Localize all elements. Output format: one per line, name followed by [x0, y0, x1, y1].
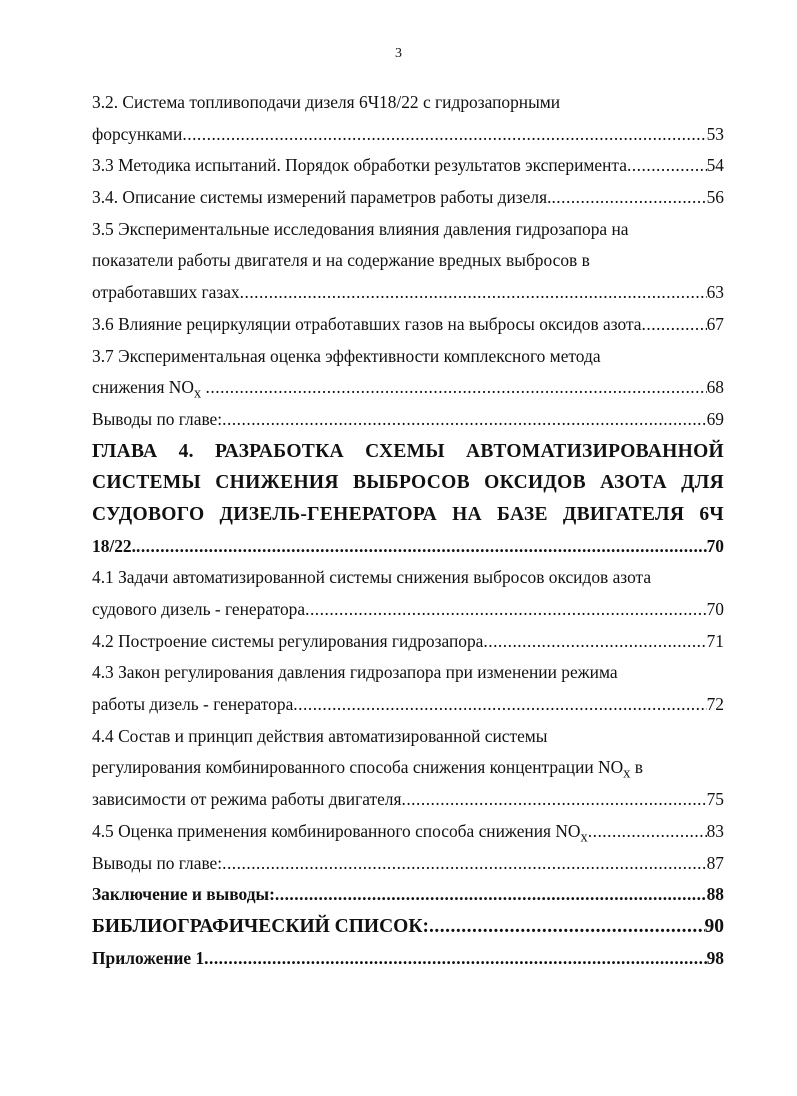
toc-entry-3-7-line2[interactable]: снижения $NO_x$ ..... 68 [92, 372, 724, 404]
toc-page-number: 68 [706, 377, 724, 398]
toc-entry-3-5-line2: показатели работы двигателя и на содержание вредных выбросов в [92, 250, 590, 271]
toc-entry-3-2-line2[interactable]: форсунками ..... 53 [92, 119, 724, 151]
page-number: 3 [395, 46, 402, 61]
toc-entry-4-2[interactable]: 4.2 Построение системы регулирования гидрозапора ..... 71 [92, 626, 724, 658]
toc-entry-3-5-line3[interactable]: отработавших газах ..... 63 [92, 277, 724, 309]
toc-entry-3-6[interactable]: 3.6 Влияние рециркуляции отработавших газов на выбросы оксидов азота ..... 67 [92, 309, 724, 341]
toc-entry-ch4-conclusions[interactable]: Выводы по главе: ..... 87 [92, 848, 724, 880]
toc-entry-4-4-line2: регулирования комбинированного способа снижения концентрации $NO_x$ в [92, 757, 643, 782]
toc-entry-3-2-line1: 3.2. Система топливоподачи дизеля 6Ч18/22 с гидрозапорными [92, 92, 561, 112]
toc-entry-4-4-line1: 4.4 Состав и принцип действия автоматизированной системы [92, 725, 548, 746]
toc-entry-conclusion[interactable]: Заключение и выводы: ..... 88 [92, 879, 724, 911]
toc-chapter-4-line4[interactable]: 18/22. ..... 70 [92, 531, 724, 563]
leader-dots [642, 309, 707, 341]
toc-entry-3-7-line1: 3.7 Экспериментальная оценка эффективности комплексного метода [92, 345, 601, 366]
toc-page-number: 53 [706, 123, 724, 144]
leader-dots [222, 404, 707, 436]
toc-entry-4-1-line1: 4.1 Задачи автоматизированной системы снижения выбросов оксидов азота [92, 567, 652, 588]
toc-page-number: 56 [706, 187, 724, 208]
toc-entry-3-4[interactable]: 3.4. Описание системы измерений параметров работы дизеля. ..... 56 [92, 182, 724, 214]
toc-page-number: 71 [706, 630, 724, 651]
toc-entry-appendix-1[interactable]: Приложение 1 ..... 98 [92, 943, 724, 975]
toc-page-number: 63 [706, 282, 724, 303]
leader-dots [206, 372, 707, 404]
toc-chapter-4-line2: СИСТЕМЫ СНИЖЕНИЯ ВЫБРОСОВ ОКСИДОВ АЗОТА ДЛЯ [92, 472, 724, 494]
leader-dots [293, 689, 706, 721]
toc-entry-4-4-line3[interactable]: зависимости от режима работы двигателя ..... 75 [92, 784, 724, 816]
toc-entry-ch3-conclusions[interactable]: Выводы по главе: ..... 69 [92, 404, 724, 436]
toc-chapter-4-line3: СУДОВОГО ДИЗЕЛЬ-ГЕНЕРАТОРА НА БАЗЕ ДВИГАТЕЛЯ 6Ч [92, 503, 724, 525]
toc-entry-4-3-line1: 4.3 Закон регулирования давления гидрозапора при изменении режима [92, 662, 618, 683]
toc-page-number: 98 [706, 947, 724, 968]
toc-page-number: 70 [706, 535, 724, 556]
leader-dots [240, 277, 707, 309]
leader-dots [588, 816, 707, 848]
toc-entry-bibliography[interactable]: БИБЛИОГРАФИЧЕСКИЙ СПИСОК: ..... 90 [92, 911, 724, 943]
leader-dots [305, 594, 707, 626]
toc-page-number: 87 [706, 852, 724, 873]
toc-page-number: 67 [706, 313, 724, 334]
leader-dots [136, 531, 707, 563]
toc-entry-4-5[interactable]: 4.5 Оценка применения комбинированного способа снижения $NO_x$ ..... 83 [92, 816, 724, 848]
leader-dots [222, 848, 707, 880]
leader-dots [551, 182, 706, 214]
toc-page-number: 90 [704, 915, 724, 937]
leader-dots [627, 150, 707, 182]
leader-dots [483, 626, 706, 658]
leader-dots [275, 879, 707, 911]
toc-entry-4-1-line2[interactable]: судового дизель - генератора ..... 70 [92, 594, 724, 626]
toc-entry-3-5-line1: 3.5 Экспериментальные исследования влияния давления гидрозапора на [92, 218, 629, 239]
toc-page-number: 72 [706, 694, 724, 715]
toc-chapter-4-line1: ГЛАВА 4. РАЗРАБОТКА СХЕМЫ АВТОМАТИЗИРОВАННОЙ [92, 440, 724, 462]
toc-page-number: 54 [706, 155, 724, 176]
toc-page-number: 70 [706, 599, 724, 619]
leader-dots [182, 119, 706, 151]
leader-dots [204, 943, 706, 975]
table-of-contents [92, 87, 724, 974]
leader-dots [401, 784, 706, 816]
toc-page-number: 75 [706, 789, 724, 810]
leader-dots [429, 911, 705, 943]
toc-entry-3-3[interactable]: 3.3 Методика испытаний. Порядок обработки результатов эксперимента ..... 54 [92, 150, 724, 182]
toc-page-number: 83 [706, 820, 724, 841]
toc-page-number: 69 [706, 408, 724, 429]
toc-page-number: 88 [706, 884, 724, 905]
toc-entry-4-3-line2[interactable]: работы дизель - генератора ..... 72 [92, 689, 724, 721]
